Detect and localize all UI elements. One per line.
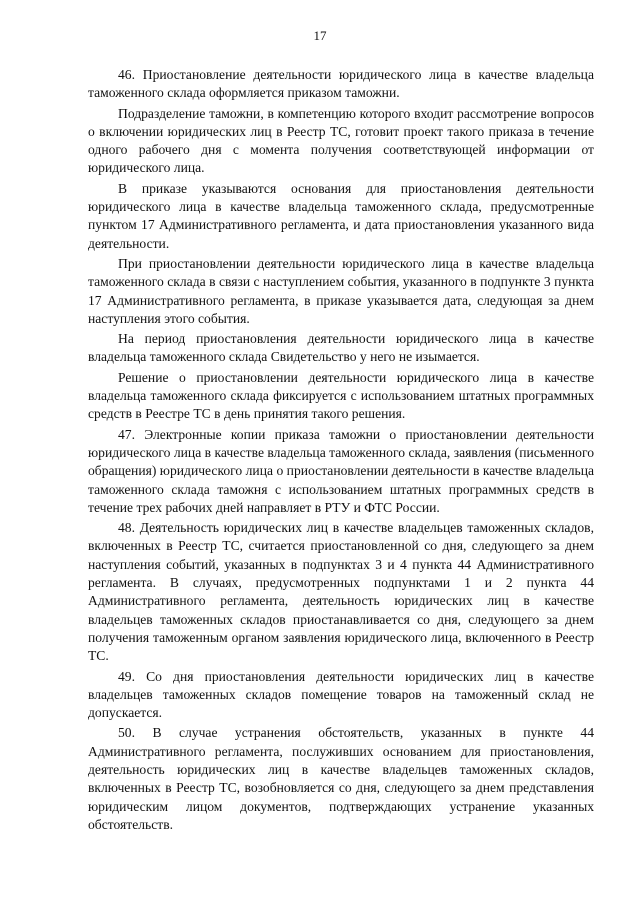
paragraph-46-certificate: На период приостановления деятельности юридического лица в качестве владельца таможенного склада Свидетельство у него не изымается.: [88, 331, 594, 365]
page-number: 17: [313, 28, 327, 43]
paragraph-46-order-contents: В приказе указываются основания для приостановления деятельности юридического лица в качестве владельца таможенного склада, предусмотренные пунктом 17 Административного регламента, и дата приостановления указанного вида деятельности.: [88, 180, 594, 251]
paragraph-46-decision: Решение о приостановлении деятельности юридического лица в качестве владельца таможенного склада фиксируется с использованием штатных программных средств в Реестре ТС в день принятия такого решения.: [88, 369, 594, 422]
paragraph-50: 50. В случае устранения обстоятельств, указанных в пункте 44 Административного регламента, послуживших основанием для приостановления, деятельность юридических лиц в качестве владельцев таможенных складов, включенных в Реестр ТС, возобновляется со дня, следующего за днем представления юридическим лицом документов, подтверждающих устранение указанных обстоятельств.: [88, 725, 594, 832]
paragraph-48: 48. Деятельность юридических лиц в качестве владельцев таможенных складов, включенных в Реестр ТС, считается приостановленной со дня, следующего за днем наступления событий, указанных в подпунктах 3 и 4 пункта 44 Административного регламента. В случаях, предусмотренных подпунктами 1 и 2 пункта 44 Административного регламента, деятельность юридических лиц в качестве владельцев таможенных складов приостанавливается со дня, следующего за днем получения таможенным органом заявления юридического лица, включенного в Реестр ТС.: [88, 520, 594, 664]
document-body: [88, 66, 594, 836]
paragraph-46: 46. Приостановление деятельности юридического лица в качестве владельца таможенного склада оформляется приказом таможни.: [88, 67, 594, 101]
paragraph-46-event-date: При приостановлении деятельности юридического лица в качестве владельца таможенного склада в связи с наступлением события, указанного в подпункте 3 пункта 17 Административного регламента, в приказе указывается дата, следующая за днем наступления этого события.: [88, 255, 594, 326]
paragraph-47: 47. Электронные копии приказа таможни о приостановлении деятельности юридического лица в качестве владельца таможенного склада, заявления (письменного обращения) юридического лица о приостановлении деятельности в качестве владельца таможенного склада таможня с использованием штатных программных средств в течение трех рабочих дней направляет в РТУ и ФТС России.: [88, 426, 594, 515]
paragraph-46-subdivision: Подразделение таможни, в компетенцию которого входит рассмотрение вопросов о включении юридических лиц в Реестр ТС, готовит проект такого приказа в течение одного рабочего дня с момента получения соответствующей информации от юридического лица.: [88, 105, 594, 176]
paragraph-49: 49. Со дня приостановления деятельности юридических лиц в качестве владельцев таможенных складов помещение товаров на таможенный склад не допускается.: [88, 668, 594, 721]
